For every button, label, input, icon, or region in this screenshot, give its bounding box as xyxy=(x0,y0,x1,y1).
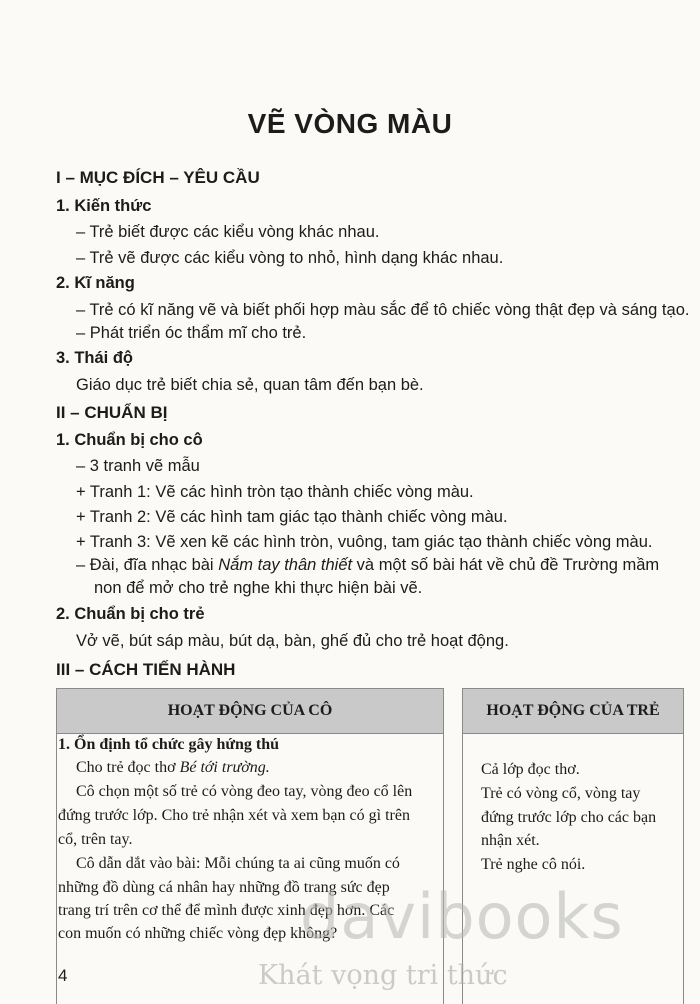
subheading-child-prep: 2. Chuẩn bị cho trẻ xyxy=(56,605,205,623)
page-title: VẼ VÒNG MÀU xyxy=(247,108,453,139)
page-number: 4 xyxy=(58,966,68,985)
subheading-teacher-prep: 1. Chuẩn bị cho cô xyxy=(56,431,203,449)
watermark-slogan: Khát vọng tri thức xyxy=(258,960,508,991)
subheading-skills: 2. Kĩ năng xyxy=(56,274,135,292)
text-line: + Tranh 2: Vẽ các hình tam giác tạo thành chiếc vòng màu. xyxy=(76,508,508,526)
song-title: Nắm tay thân thiết xyxy=(218,556,353,574)
section-heading-purpose: I – MỤC ĐÍCH – YÊU CẦU xyxy=(56,168,260,187)
subheading-knowledge: 1. Kiến thức xyxy=(56,197,152,215)
section-heading-preparation: II – CHUẨN BỊ xyxy=(56,403,168,422)
subheading-attitude: 3. Thái độ xyxy=(56,349,134,367)
poem-title: Bé tới trường. xyxy=(179,759,270,776)
text-line: non để mở cho trẻ nghe khi thực hiện bài vẽ. xyxy=(94,579,423,597)
text-line xyxy=(76,555,659,575)
text-line: – Trẻ biết được các kiểu vòng khác nhau. xyxy=(76,223,380,241)
text-line: trang trí trên cơ thể để mình được xinh đẹp hơn. Các xyxy=(58,902,395,919)
watermark-brand: davibooks xyxy=(300,880,624,953)
text-line: + Tranh 1: Vẽ các hình tròn tạo thành chiếc vòng màu. xyxy=(76,483,474,501)
activity-step-title: 1. Ổn định tổ chức gây hứng thú xyxy=(58,736,280,753)
section-heading-procedure: III – CÁCH TIẾN HÀNH xyxy=(56,660,236,679)
text-line: Cô chọn một số trẻ có vòng đeo tay, vòng đeo cổ lên xyxy=(76,783,413,800)
text-line: Vở vẽ, bút sáp màu, bút dạ, bàn, ghế đủ cho trẻ hoạt động. xyxy=(76,632,509,650)
text-line: Trẻ nghe cô nói. xyxy=(481,856,586,873)
text-line: những đồ dùng cá nhân hay những đồ trang sức đẹp xyxy=(58,879,390,896)
text-line xyxy=(76,758,270,778)
text-segment: Cho trẻ đọc thơ xyxy=(76,759,180,776)
text-line: Cô dẫn dắt vào bài: Mỗi chúng ta ai cũng muốn có xyxy=(76,855,400,872)
text-line: cổ, trên tay. xyxy=(58,831,133,848)
teacher-activity-header: HOẠT ĐỘNG CỦA CÔ xyxy=(56,688,444,734)
text-segment: và một số bài hát về chủ đề Trường mầm xyxy=(352,556,660,574)
text-line: – 3 tranh vẽ mẫu xyxy=(76,457,200,475)
child-activity-header: HOẠT ĐỘNG CỦA TRẺ xyxy=(462,688,684,734)
text-line: – Trẻ vẽ được các kiểu vòng to nhỏ, hình dạng khác nhau. xyxy=(76,249,504,267)
text-line: + Tranh 3: Vẽ xen kẽ các hình tròn, vuông, tam giác tạo thành chiếc vòng màu. xyxy=(76,533,653,551)
text-line: – Phát triển óc thẩm mĩ cho trẻ. xyxy=(76,324,307,342)
text-line: Cả lớp đọc thơ. xyxy=(481,761,580,778)
text-line: đứng trước lớp. Cho trẻ nhận xét và xem bạn có gì trên xyxy=(58,807,410,824)
text-line: nhận xét. xyxy=(481,832,540,849)
text-line: – Trẻ có kĩ năng vẽ và biết phối hợp màu sắc để tô chiếc vòng thật đẹp và sáng tạo. xyxy=(76,301,690,319)
text-line: con muốn có những chiếc vòng đẹp không? xyxy=(58,925,338,942)
text-line: Trẻ có vòng cổ, vòng tay xyxy=(481,785,641,802)
text-line: Giáo dục trẻ biết chia sẻ, quan tâm đến bạn bè. xyxy=(76,376,424,394)
text-segment: – Đài, đĩa nhạc bài xyxy=(76,556,219,574)
text-line: đứng trước lớp cho các bạn xyxy=(481,809,657,826)
